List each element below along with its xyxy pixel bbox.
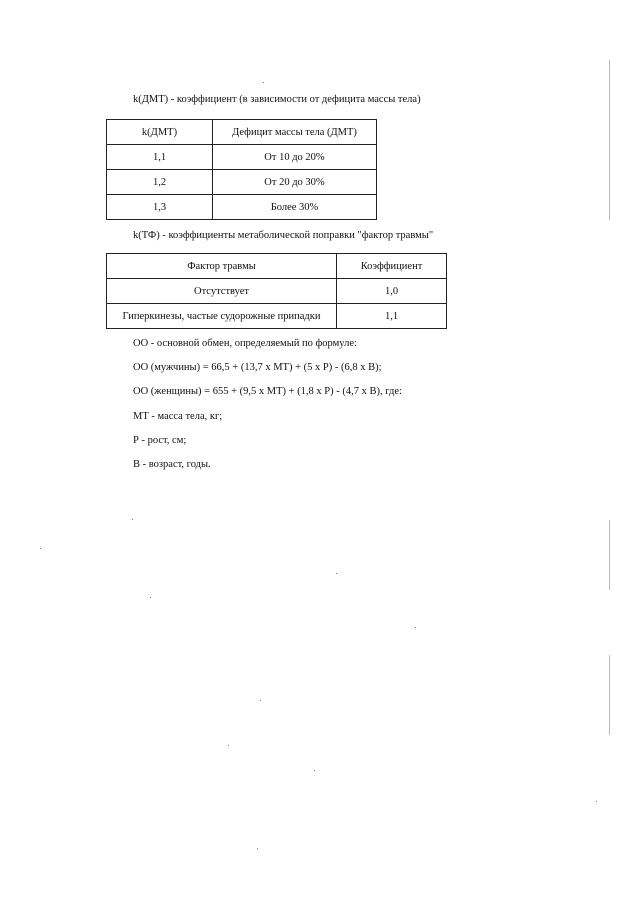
table-header-row xyxy=(107,120,377,145)
table-row xyxy=(107,170,377,195)
table-row xyxy=(107,304,447,329)
scan-speck xyxy=(132,519,133,520)
table-cell: 1,1 xyxy=(107,145,213,170)
table-cell: 1,2 xyxy=(107,170,213,195)
scan-speck xyxy=(260,700,261,701)
table-cell: 1,3 xyxy=(107,195,213,220)
tf-table xyxy=(106,253,447,329)
oo-definition: ОО - основной обмен, определяемый по формуле: xyxy=(133,338,357,349)
oo-formula-women: ОО (женщины) = 655 + (9,5 х МТ) + (1,8 х Р) - (4,7 х В), где: xyxy=(133,386,402,397)
table-cell: От 20 до 30% xyxy=(213,170,377,195)
scan-speck xyxy=(257,848,258,849)
scan-speck xyxy=(415,627,416,628)
table-header-row xyxy=(107,254,447,279)
table-header-cell: Дефицит массы тела (ДМТ) xyxy=(213,120,377,145)
oo-formula-men: ОО (мужчины) = 66,5 + (13,7 х МТ) + (5 х Р) - (6,8 х В); xyxy=(133,362,382,373)
table-cell: 1,0 xyxy=(337,279,447,304)
scan-edge-line xyxy=(609,520,610,590)
scan-speck xyxy=(40,548,41,549)
table-row xyxy=(107,145,377,170)
table-header-cell: k(ДМТ) xyxy=(107,120,213,145)
table-header-cell: Коэффициент xyxy=(337,254,447,279)
scan-speck xyxy=(150,597,151,598)
mt-definition: МТ - масса тела, кг; xyxy=(133,411,223,422)
p-definition: Р - рост, см; xyxy=(133,435,187,446)
table-cell: 1,1 xyxy=(337,304,447,329)
table-row xyxy=(107,279,447,304)
scan-edge-line xyxy=(609,60,610,220)
dmt-table xyxy=(106,119,377,220)
table-cell: Отсутствует xyxy=(107,279,337,304)
scan-speck xyxy=(314,770,315,771)
scan-edge-line xyxy=(609,655,610,735)
scan-speck xyxy=(263,82,264,83)
table-header-cell: Фактор травмы xyxy=(107,254,337,279)
scan-speck xyxy=(228,745,229,746)
table-cell: От 10 до 20% xyxy=(213,145,377,170)
table-cell: Гиперкинезы, частые судорожные припадки xyxy=(107,304,337,329)
scan-speck xyxy=(336,573,337,574)
table-cell: Более 30% xyxy=(213,195,377,220)
scan-speck xyxy=(596,801,597,802)
v-definition: В - возраст, годы. xyxy=(133,459,211,470)
table-row xyxy=(107,195,377,220)
tf-intro: k(ТФ) - коэффициенты метаболической поправки "фактор травмы" xyxy=(133,230,434,241)
dmt-intro: k(ДМТ) - коэффициент (в зависимости от дефицита массы тела) xyxy=(133,94,421,105)
